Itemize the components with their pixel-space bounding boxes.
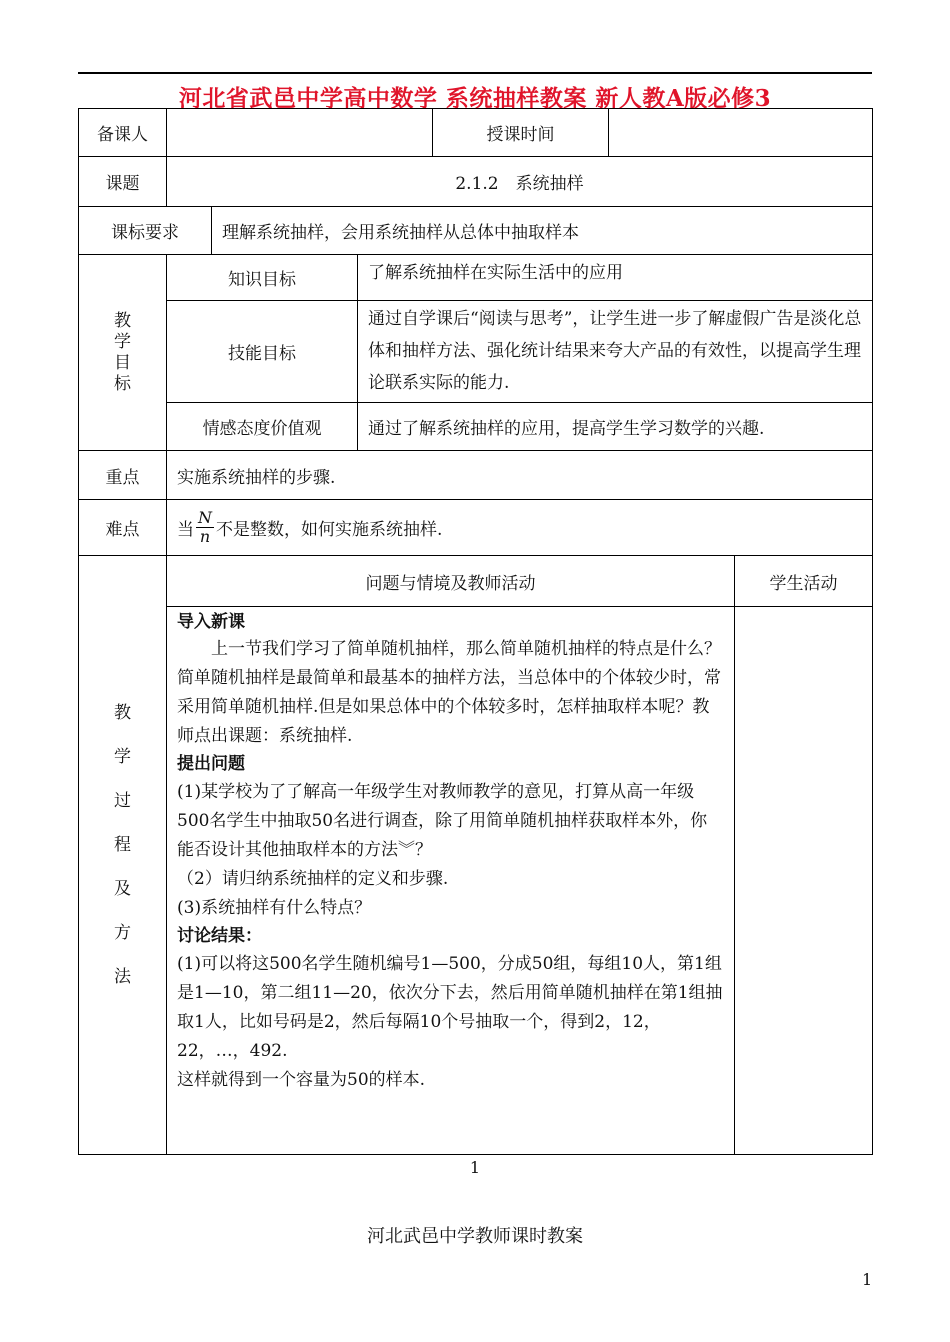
emotion-label: 情感态度价值观 [166,402,358,451]
process-char: 法 [114,967,131,987]
student-activity-cell [734,606,873,1155]
paragraph-intro: 上一节我们学习了简单随机抽样，那么简单随机抽样的特点是什么？简单随机抽样是最简单和最基本的抽样方法，当总体中的个体较少时，常采用简单随机抽样.但是如果总体中的个体较多时，怎样抽取样本呢？教师点出课题：系统抽样. [177,639,721,746]
question-2: （2）请归纳系统抽样的定义和步骤. [177,869,449,889]
knowledge-label: 知识目标 [166,254,358,301]
heading-intro: 导入新课 [177,612,245,632]
standard-label: 课标要求 [78,206,212,255]
header-rule [78,72,872,74]
key-label: 重点 [78,450,167,500]
topic-value: 2.1.2 系统抽样 [166,156,873,207]
process-char: 程 [114,835,131,855]
objectives-char: 标 [114,373,131,394]
n-over-n-fraction [196,509,214,546]
process-label [78,555,167,1155]
teacher-activity-cell [166,606,735,1155]
difficulty-label: 难点 [78,499,167,556]
knowledge-text: 了解系统抽样在实际生活中的应用 [368,263,623,283]
objectives-label [78,254,167,451]
objectives-char: 教 [114,310,131,331]
school-title: 河北武邑中学教师课时教案 [367,1226,583,1247]
key-value: 实施系统抽样的步骤. [166,450,873,500]
difficulty-prefix: 当 [177,520,194,540]
objectives-char: 学 [114,331,131,352]
result-2: 这样就得到一个容量为50的样本. [177,1070,426,1090]
col-teacher-header: 问题与情境及教师活动 [166,555,735,607]
col-student-header: 学生活动 [734,555,873,607]
process-char: 教 [114,703,131,723]
process-char: 方 [114,923,131,943]
question-1: (1)某学校为了了解高一年级学生对教师教学的意见，打算从高一年级500名学生中抽取50名进行调查，除了用简单随机抽样获取样本外，你能否设计其他抽取样本的方法︾？ [177,782,708,860]
preparer-label: 备课人 [78,108,167,157]
difficulty-value [166,499,873,556]
difficulty-suffix: 不是整数，如何实施系统抽样. [216,520,443,540]
preparer-value [166,108,433,157]
time-value [608,108,873,157]
process-char: 学 [114,747,131,767]
objectives-char: 目 [114,352,131,373]
page-title: 河北省武邑中学高中数学 系统抽样教案 新人教A版必修3 [178,85,772,112]
knowledge-value [357,254,873,301]
heading-result: 讨论结果： [177,926,262,946]
fraction-numerator: N [198,508,212,527]
heading-problem: 提出问题 [177,754,245,774]
fraction-denominator: n [199,527,211,546]
skill-label: 技能目标 [166,300,358,403]
time-label: 授课时间 [432,108,609,157]
standard-value: 理解系统抽样，会用系统抽样从总体中抽取样本 [211,206,873,255]
process-char: 及 [114,879,131,899]
topic-label: 课题 [78,156,167,207]
question-3: (3)系统抽样有什么特点？ [177,898,372,918]
process-char: 过 [114,791,131,811]
skill-value: 通过自学课后“阅读与思考”，让学生进一步了解虚假广告是淡化总体和抽样方法、强化统计结果来夸大产品的有效性，以提高学生理论联系实际的能力. [357,300,873,403]
page-number-corner: 1 [862,1270,873,1289]
result-1: (1)可以将这500名学生随机编号1—500，分成50组，每组10人，第1组是1—10，第二组11—20，依次分下去，然后用简单随机抽样在第1组抽取1人，比如号码是2，然后每隔10个号抽取一个，得到2，12，22，…，492. [177,954,723,1061]
emotion-value: 通过了解系统抽样的应用，提高学生学习数学的兴趣. [357,402,873,451]
page-number-center: 1 [469,1158,481,1177]
